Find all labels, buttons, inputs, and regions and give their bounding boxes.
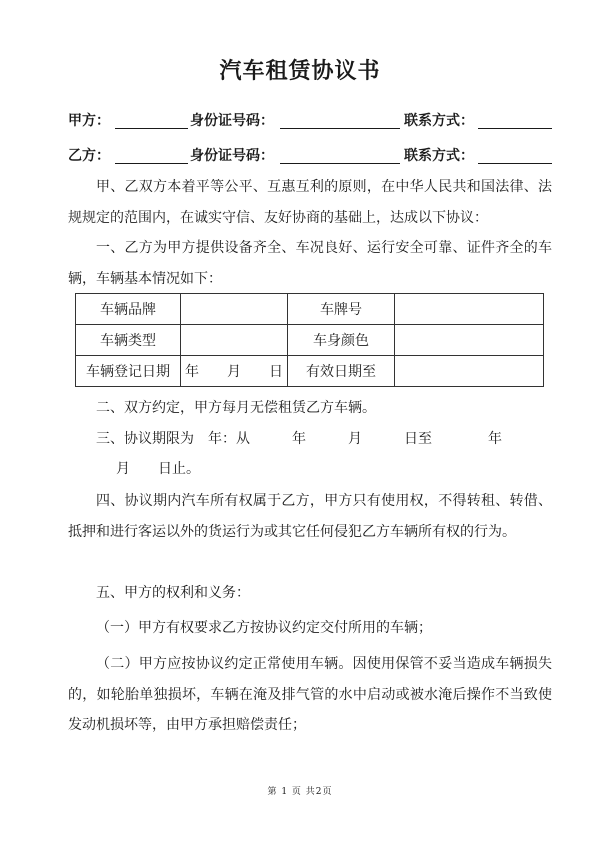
document-title: 汽车租赁协议书 bbox=[219, 58, 381, 84]
party-b-label: 乙方： bbox=[68, 148, 110, 164]
party-b-name-blank[interactable] bbox=[115, 163, 188, 164]
table-cell: 车身颜色 bbox=[288, 325, 395, 356]
party-a-name-blank[interactable] bbox=[115, 128, 188, 129]
clause-5-item-2: （二）甲方应按协议约定正常使用车辆。因使用保管不妥当造成车辆损失的，如轮胎单独损坏，车辆在淹及排气管的水中启动或被水淹后操作不当致使发动机损坏等，由甲方承担赔偿责任； bbox=[68, 656, 552, 733]
table-cell: 车辆登记日期 bbox=[76, 356, 181, 387]
clause-4: 四、协议期内汽车所有权属于乙方，甲方只有使用权，不得转租、转借、抵押和进行客运以外的货运行为或其它任何侵犯乙方车辆所有权的行为。 bbox=[68, 493, 552, 540]
clause-5-item-1: （一）甲方有权要求乙方按协议约定交付所用的车辆； bbox=[96, 620, 432, 636]
party-a-contact-blank[interactable] bbox=[478, 128, 552, 129]
table-cell[interactable] bbox=[181, 294, 288, 325]
table-cell: 车辆类型 bbox=[76, 325, 181, 356]
table-cell: 车辆品牌 bbox=[76, 294, 181, 325]
clause-5: 五、甲方的权利和义务： bbox=[96, 585, 250, 601]
table-cell: 车牌号 bbox=[288, 294, 395, 325]
party-b-id-blank[interactable] bbox=[280, 163, 400, 164]
party-b-contact-label: 联系方式： bbox=[404, 148, 474, 164]
party-a-contact-label: 联系方式： bbox=[404, 113, 474, 129]
table-cell[interactable] bbox=[395, 294, 544, 325]
party-b-id-label: 身份证号码： bbox=[190, 148, 274, 164]
clause-1: 一、乙方为甲方提供设备齐全、车况良好、运行安全可靠、证件齐全的车辆，车辆基本情况如下： bbox=[68, 240, 552, 287]
party-a-id-blank[interactable] bbox=[280, 128, 400, 129]
clause-3-line-2: 月 日止。 bbox=[116, 461, 200, 477]
clause-2: 二、双方约定，甲方每月无偿租赁乙方车辆。 bbox=[96, 400, 376, 416]
intro-paragraph: 甲、乙双方本着平等公平、互惠互利的原则，在中华人民共和国法律、法规规定的范围内，在诚实守信、友好协商的基础上，达成以下协议： bbox=[68, 179, 552, 226]
party-a-label: 甲方： bbox=[68, 113, 110, 129]
clause-3-line-1: 三、协议期限为 年：从 年 月 日至 年 bbox=[96, 431, 502, 447]
party-b-line bbox=[68, 145, 558, 167]
table-row bbox=[76, 294, 544, 325]
table-cell[interactable] bbox=[395, 356, 544, 387]
page-footer: 第 1 页 共2页 bbox=[267, 787, 333, 797]
table-row bbox=[76, 325, 544, 356]
party-b-contact-blank[interactable] bbox=[478, 163, 552, 164]
table-cell: 有效日期至 bbox=[288, 356, 395, 387]
party-a-line bbox=[68, 110, 558, 132]
table-row bbox=[76, 356, 544, 387]
table-cell[interactable] bbox=[181, 325, 288, 356]
party-a-id-label: 身份证号码： bbox=[190, 113, 274, 129]
table-cell[interactable]: 年 月 日 bbox=[181, 356, 288, 387]
table-cell[interactable] bbox=[395, 325, 544, 356]
vehicle-info-table bbox=[75, 293, 544, 387]
